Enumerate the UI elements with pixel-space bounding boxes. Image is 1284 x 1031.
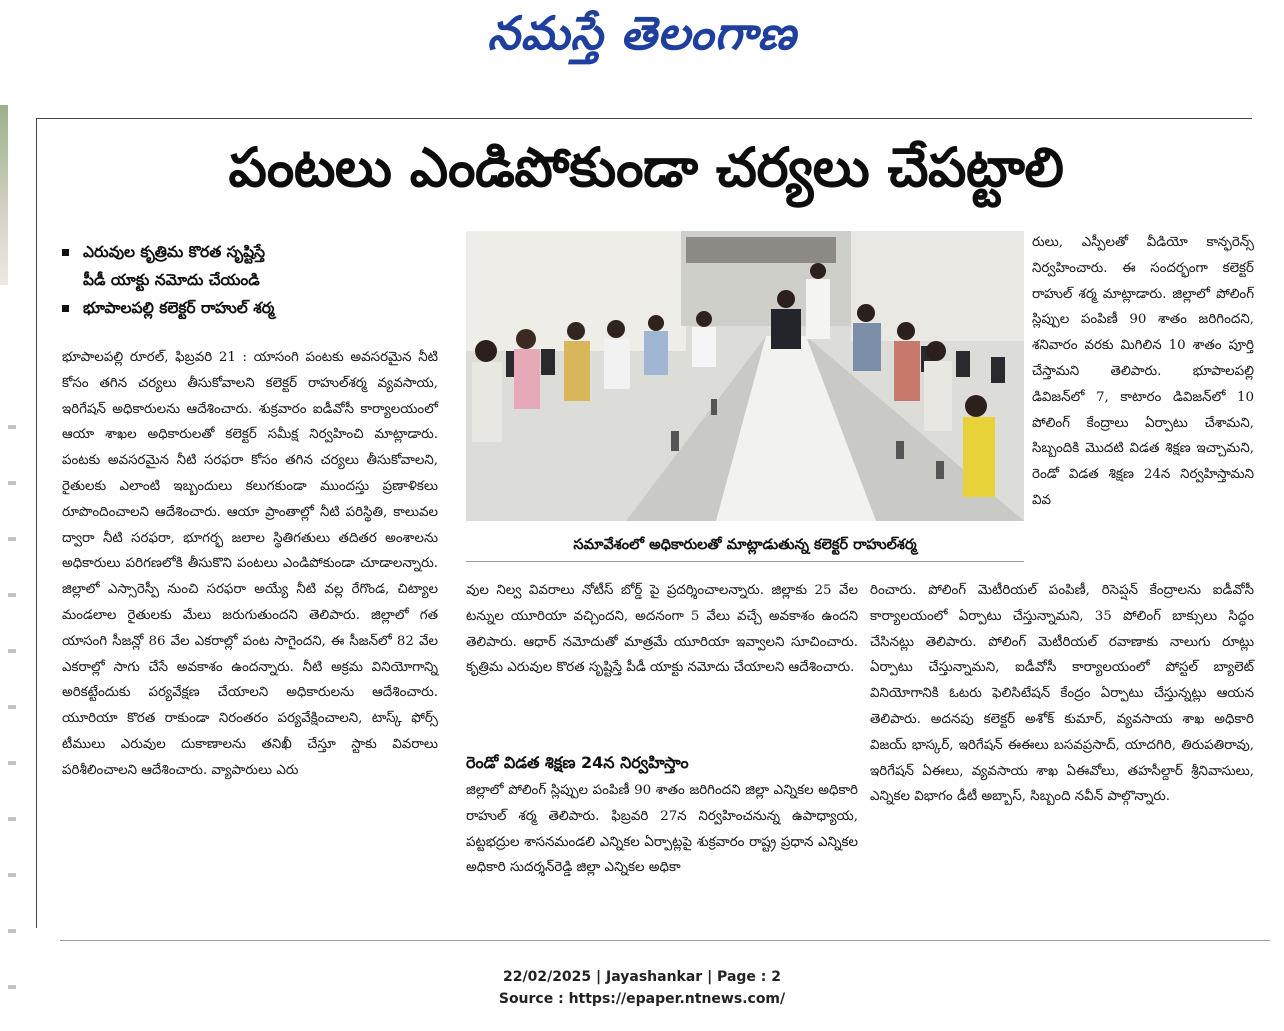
highlight-item-continued	[62, 266, 462, 294]
frame-bottom-rule	[60, 940, 1270, 941]
adjacent-page-strip	[0, 105, 22, 925]
article-highlights	[62, 238, 462, 322]
article-column-1	[62, 345, 438, 784]
frame-left-rule	[36, 118, 37, 928]
bullet-square-icon	[62, 249, 69, 256]
highlight-text: ఎరువుల కృత్రిమ కొరత సృష్టిస్తే	[83, 243, 266, 261]
article-paragraph: భూపాలపల్లి రూరల్, ఫిబ్రవరి 21 : యాసంగి పంటకు అవసరమైన నీటి కోసం తగిన చర్యలు తీసుకోవాలని కలెక్టర్ రాహుల్‌శర్మ వ్యవసాయ, ఇరిగేషన్ అధికారులను ఆదేశించారు. శుక్రవారం ఐడీవోసీ కార్యాలయంలో ఆయా శాఖల అధికారులతో కలెక్టర్ సమీక్ష నిర్వహించి మాట్లాడారు. పంటకు అవసరమైన నీటి సరఫరా కోసం తగిన చర్యలు తీసుకోవాలని, రైతులకు ఎలాంటి ఇబ్బందులు కలుగకుండా ముందస్తు ప్రణాళికలు రూపొందించాలని ఆదేశించారు. ఆయా ప్రాంతాల్లో నీటి పరిస్థితి, కాలువల ద్వారా నీటి సరఫరా, భూగర్భ జలాల స్థితిగతులు తదితర అంశాలను అధికారులు పరిగణలోకి తీసుకొని పంటలు ఎండిపోకుండా చూడాలన్నారు. జిల్లాలో ఎస్సారెస్పీ నుంచి సరఫరా అయ్యే నీటి వల్ల రేగొండ, చిట్యాల మండలాల రైతులకు మేలు జరుగుతుందని తెలిపారు. జిల్లాలో గత యాసంగి సీజన్లో 86 వేల ఎకరాల్లో పంట సాగైందని, ఈ సీజన్‌లో 82 వేల ఎకరాల్లో సాగు చేసే అవకాశం ఉందన్నారు. నీటి అక్రమ వినియోగాన్ని అరికట్టేందుకు పర్యవేక్షణ చేయాలని అధికారులను ఆదేశించారు. యూరియా కొరత రాకుండా నిరంతరం పర్యవేక్షించాలని, టాస్క్ ఫోర్స్ టీములు ఎరువుల దుకాణాలను తనిఖీ చేస్తూ స్టాకు వివరాలు పరిశీలించాలని ఆదేశించారు. వ్యాపారులు ఎరు	[62, 350, 438, 778]
highlight-text: భూపాలపల్లి కలెక్టర్ రాహుల్ శర్మ	[83, 299, 275, 317]
newspaper-masthead: నమస్తే తెలంగాణ	[487, 6, 797, 60]
article-column-4	[870, 578, 1254, 810]
adjacent-text-fragment	[8, 425, 16, 1025]
highlight-item	[62, 238, 462, 266]
photo-caption: సమావేశంలో అధికారులతో మాట్లాడుతున్న కలెక్టర్ రాహుల్‌శర్మ	[466, 528, 1024, 562]
highlight-item	[62, 294, 462, 322]
article-paragraph: జిల్లాలో పోలింగ్ స్లిప్పుల పంపిణీ 90 శాతం జరిగిందని జిల్లా ఎన్నికల అధికారి రాహుల్ శర్మ తెలిపారు. ఫిబ్రవరి 27న నిర్వహించనున్న ఉపాధ్యాయ, పట్టభద్రుల శాసనమండలి ఎన్నికల ఏర్పాట్లపై శుక్రవారం రాష్ట్ర ప్రధాన ఎన్నికల అధికారి సుదర్శన్‌రెడ్డి జిల్లా ఎన్నికల అధికా	[466, 783, 858, 876]
article-column-2	[466, 578, 858, 681]
bullet-square-icon	[62, 305, 69, 312]
frame-top-rule	[36, 118, 1252, 119]
article-headline: పంటలు ఎండిపోకుండా చర్యలు చేపట్టాలి	[228, 136, 1064, 199]
article-subheading: రెండో విడత శిక్షణ 24న నిర్వహిస్తాం	[466, 753, 689, 772]
meeting-photo	[466, 231, 1024, 521]
page-footer	[0, 966, 1284, 1010]
meeting-photo-illustration	[466, 231, 1024, 521]
article-paragraph: రులు, ఎస్పీలతో వీడియో కాన్ఫరెన్స్ నిర్వహించారు. ఈ సందర్భంగా కలెక్టర్ రాహుల్ శర్మ మాట్లాడారు. జిల్లాలో పోలింగ్ స్లిప్పుల పంపిణీ 90 శాతం జరిగిందని, శనివారం వరకు మిగిలిన 10 శాతం పూర్తి చేస్తామని తెలిపారు. భూపాలపల్లి డివిజన్‌లో 7, కాటారం డివిజన్‌లో 10 పోలింగ్ కేంద్రాలు ఏర్పాటు చేశామని, సిబ్బందికి మొదటి విడత శిక్షణ ఇచ్చామని, రెండో విడత శిక్షణ 24న నిర్వహిస్తామని వివ	[1032, 235, 1254, 508]
footer-date-edition: 22/02/2025 | Jayashankar | Page : 2	[503, 969, 781, 985]
adjacent-photo-fragment	[0, 105, 8, 285]
highlight-text: పీడీ యాక్టు నమోదు చేయండి	[83, 271, 260, 289]
article-paragraph: వుల నిల్వ వివరాలు నోటీస్ బోర్డ్ పై ప్రదర్శించాలన్నారు. జిల్లాకు 25 వేల టన్నుల యూరియా వచ్చిందని, అదనంగా 5 వేలు వచ్చే అవకాశం ఉందని తెలిపారు. ఆధార్ నమోదుతో మాత్రమే యూరియా ఇవ్వాలని సూచించారు. కృత్రిమ ఎరువుల కొరత సృష్టిస్తే పీడీ యాక్టు నమోదు చేయాలని ఆదేశించారు.	[466, 583, 858, 676]
footer-source-link[interactable]: Source : https://epaper.ntnews.com/	[498, 991, 786, 1007]
article-paragraph: రించారు. పోలింగ్ మెటీరియల్ పంపిణీ, రిసెప్షన్ కేంద్రాలను ఐడీవోసీ కార్యాలయంలో ఏర్పాటు చేస్తున్నామని, 35 పోలింగ్ బాక్సులు సిద్ధం చేసినట్లు తెలిపారు. పోలింగ్ మెటీరియల్ రవాణాకు నాలుగు రూట్లు ఏర్పాటు చేస్తున్నామని, ఐడీవోసీ కార్యాలయంలో పోస్టల్ బ్యాలెట్ వినియోగానికి ఓటరు ఫెలిసిటేషన్ కేంద్రం ఏర్పాటు చేస్తున్నట్లు ఆయన తెలిపారు. అదనపు కలెక్టర్ అశోక్ కుమార్, వ్యవసాయ శాఖ అధికారి విజయ్ భాస్కర్, ఇరిగేషన్ ఈఈలు బసవప్రసాద్, యాదగిరి, తిరుపతిరావు, ఇరిగేషన్ ఏఈలు, వ్యవసాయ శాఖ ఏఈవోలు, తహసీల్దార్ శ్రీనివాసులు, ఎన్నికల విభాగం డీటీ అబ్బాస్, సిబ్బంది నవీన్ పాల్గొన్నారు.	[870, 583, 1254, 805]
article-column-3	[1032, 230, 1254, 514]
article-column-2-continued	[466, 778, 858, 881]
